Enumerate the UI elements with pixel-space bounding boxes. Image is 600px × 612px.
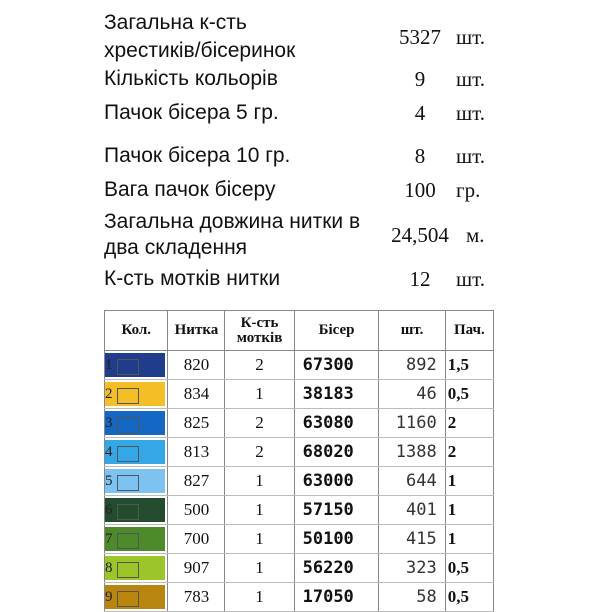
- thread-cell: 827: [168, 467, 225, 496]
- header-count: шт.: [379, 311, 445, 351]
- summary-value: 100: [404, 178, 436, 202]
- summary-unit: гр.: [456, 178, 481, 202]
- thread-cell: 813: [168, 438, 225, 467]
- symbol-box-icon: [117, 359, 139, 375]
- header-thread: Нитка: [168, 311, 225, 351]
- color-number: 1: [105, 357, 113, 373]
- summary-label-line: Вага пачок бісеру: [104, 178, 276, 201]
- summary-label-line: Пачок бісера 5 гр.: [104, 101, 279, 124]
- color-swatch-cell: [105, 554, 168, 583]
- summary-value: 4: [414, 101, 426, 125]
- color-number: 9: [105, 589, 113, 605]
- packs-cell: 1: [445, 496, 493, 525]
- header-skeins: К-сть мотків: [225, 311, 294, 351]
- summary-label-line: два складення: [104, 236, 248, 259]
- packs-cell: 0,5: [445, 380, 493, 409]
- color-swatch-cell: [105, 467, 168, 496]
- thread-cell: 783: [168, 583, 225, 612]
- summary-label-line: Загальна к-сть: [104, 11, 247, 34]
- count-cell: 892: [379, 351, 445, 380]
- bead-cell: 50100: [294, 525, 379, 554]
- packs-cell: 2: [445, 409, 493, 438]
- symbol-box-icon: [117, 446, 139, 462]
- summary-unit: шт.: [456, 267, 486, 291]
- summary-label-line: хрестиків/бісеринок: [104, 39, 296, 62]
- color-swatch-cell: [105, 409, 168, 438]
- summary-value: 24,504: [391, 223, 449, 247]
- table-row: [105, 496, 494, 525]
- color-swatch-cell: [105, 438, 168, 467]
- bead-cell: 38183: [294, 380, 379, 409]
- header-packs: Пач.: [445, 311, 493, 351]
- color-swatch-cell: [105, 525, 168, 554]
- skeins-cell: 1: [225, 583, 294, 612]
- packs-cell: 1: [445, 467, 493, 496]
- table-header-row: [105, 311, 494, 351]
- color-swatch-cell: [105, 380, 168, 409]
- table-row: [105, 351, 494, 380]
- color-number: 6: [105, 502, 113, 518]
- thread-cell: 700: [168, 525, 225, 554]
- skeins-cell: 1: [225, 467, 294, 496]
- color-table: [104, 310, 494, 612]
- bead-cell: 63000: [294, 467, 379, 496]
- skeins-cell: 1: [225, 496, 294, 525]
- color-swatch: [105, 527, 165, 551]
- color-number: 7: [105, 531, 113, 547]
- symbol-box-icon: [117, 562, 139, 578]
- summary-unit: шт.: [456, 144, 486, 168]
- bead-cell: 57150: [294, 496, 379, 525]
- thread-cell: 820: [168, 351, 225, 380]
- summary-unit: шт.: [456, 25, 486, 49]
- skeins-cell: 2: [225, 351, 294, 380]
- skeins-cell: 1: [225, 554, 294, 583]
- symbol-box-icon: [117, 475, 139, 491]
- table-row: [105, 438, 494, 467]
- count-cell: 1160: [379, 409, 445, 438]
- summary-label-line: Пачок бісера 10 гр.: [104, 144, 291, 167]
- color-number: 2: [105, 386, 113, 402]
- symbol-box-icon: [117, 417, 139, 433]
- table-row: [105, 467, 494, 496]
- table-row: [105, 554, 494, 583]
- symbol-box-icon: [117, 533, 139, 549]
- header-bead: Бісер: [294, 311, 379, 351]
- summary-label-line: Кількість кольорів: [104, 67, 278, 90]
- color-swatch-cell: [105, 351, 168, 380]
- summary-label-line: К-сть мотків нитки: [104, 267, 281, 290]
- bead-cell: 56220: [294, 554, 379, 583]
- count-cell: 415: [379, 525, 445, 554]
- color-swatch: [105, 498, 165, 522]
- color-swatch: [105, 585, 165, 609]
- packs-cell: 2: [445, 438, 493, 467]
- count-cell: 46: [379, 380, 445, 409]
- color-number: 5: [105, 473, 113, 489]
- summary-value: 8: [414, 144, 426, 168]
- summary-value: 12: [409, 267, 431, 291]
- count-cell: 323: [379, 554, 445, 583]
- packs-cell: 1: [445, 525, 493, 554]
- summary-unit: шт.: [456, 101, 486, 125]
- skeins-cell: 2: [225, 409, 294, 438]
- color-number: 4: [105, 444, 113, 460]
- count-cell: 401: [379, 496, 445, 525]
- color-swatch: [105, 440, 165, 464]
- color-number: 8: [105, 560, 113, 576]
- table-row: [105, 380, 494, 409]
- thread-cell: 834: [168, 380, 225, 409]
- color-swatch: [105, 382, 165, 406]
- skeins-cell: 1: [225, 380, 294, 409]
- packs-cell: 0,5: [445, 554, 493, 583]
- color-swatch-cell: [105, 583, 168, 612]
- thread-cell: 907: [168, 554, 225, 583]
- bead-cell: 63080: [294, 409, 379, 438]
- bead-cell: 17050: [294, 583, 379, 612]
- thread-cell: 825: [168, 409, 225, 438]
- color-swatch: [105, 353, 165, 377]
- table-row: [105, 583, 494, 612]
- packs-cell: 1,5: [445, 351, 493, 380]
- color-swatch-cell: [105, 496, 168, 525]
- header-col: Кол.: [105, 311, 168, 351]
- bead-cell: 67300: [294, 351, 379, 380]
- thread-cell: 500: [168, 496, 225, 525]
- skeins-cell: 1: [225, 525, 294, 554]
- skeins-cell: 2: [225, 438, 294, 467]
- count-cell: 644: [379, 467, 445, 496]
- packs-cell: 0,5: [445, 583, 493, 612]
- table-row: [105, 525, 494, 554]
- bead-cell: 68020: [294, 438, 379, 467]
- table-row: [105, 409, 494, 438]
- summary-value: 5327: [399, 25, 441, 49]
- symbol-box-icon: [117, 504, 139, 520]
- summary-unit: шт.: [456, 67, 486, 91]
- summary-unit: м.: [466, 223, 485, 247]
- summary-label-line: Загальна довжина нитки в: [104, 210, 361, 233]
- symbol-box-icon: [117, 591, 139, 607]
- color-number: 3: [105, 415, 113, 431]
- color-swatch: [105, 556, 165, 580]
- count-cell: 58: [379, 583, 445, 612]
- summary-value: 9: [414, 67, 426, 91]
- color-swatch: [105, 469, 165, 493]
- symbol-box-icon: [117, 388, 139, 404]
- count-cell: 1388: [379, 438, 445, 467]
- color-swatch: [105, 411, 165, 435]
